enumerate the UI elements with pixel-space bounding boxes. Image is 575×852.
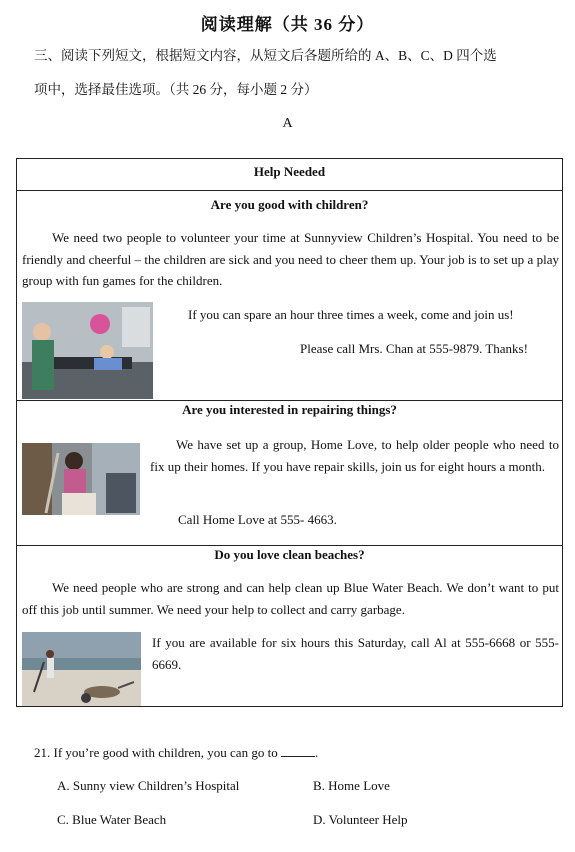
section-label: A [282, 116, 293, 131]
ad3-body: We need people who are strong and can help clean up Blue Water Beach. We don’t want to put off this job until summer. We need your help to collect and carry garbage. [22, 580, 559, 617]
repair-photo [22, 443, 140, 515]
ad2-heading: Are you interested in repairing things? [182, 402, 397, 417]
answer-blank [281, 744, 315, 757]
instruction-line-2: 项中，选择最佳选项。（共 26 分，每小题 2 分） [34, 82, 318, 97]
instruction-line-1: 三、阅读下列短文，根据短文内容，从短文后各题所给的 A、B、C、D 四个选 [34, 48, 497, 63]
beach-photo [22, 632, 141, 706]
ad2-contact: Call Home Love at 555- 4663. [178, 512, 337, 527]
divider [17, 400, 562, 401]
ad1-heading: Are you good with children? [210, 197, 369, 212]
notice-heading: Help Needed [253, 164, 326, 179]
option-a: A. Sunny view Children’s Hospital [57, 778, 240, 793]
divider [17, 190, 562, 191]
question-21 [34, 744, 318, 761]
option-c: C. Blue Water Beach [57, 812, 167, 827]
hospital-photo [22, 302, 153, 399]
page-title: 阅读理解（共 36 分） [200, 15, 375, 34]
divider [17, 545, 562, 546]
question-stem: 21. If you’re good with children, you can go to [34, 745, 278, 760]
ad2-body: We have set up a group, Home Love, to help older people who need to fix up their homes. If you have repair skills, join us for eight hours a month. [150, 437, 559, 474]
ad1-body: We need two people to volunteer your time at Sunnyview Children’s Hospital. You need to be friendly and cheerful – the children are sick and you need to cheer them up. Your job is to set up a play group with fun games for the children. [22, 230, 559, 288]
ad3-heading: Do you love clean beaches? [214, 547, 365, 562]
question-stem-end: . [314, 745, 319, 760]
option-b: B. Home Love [313, 778, 390, 793]
ad3-contact: If you are available for six hours this Saturday, call Al at 555-6668 or 555-6669. [152, 635, 559, 672]
option-d: D. Volunteer Help [313, 812, 408, 827]
ad1-line2: Please call Mrs. Chan at 555-9879. Thanks! [300, 341, 528, 356]
ad1-line1: If you can spare an hour three times a week, come and join us! [188, 307, 514, 322]
notice-board [16, 158, 563, 707]
